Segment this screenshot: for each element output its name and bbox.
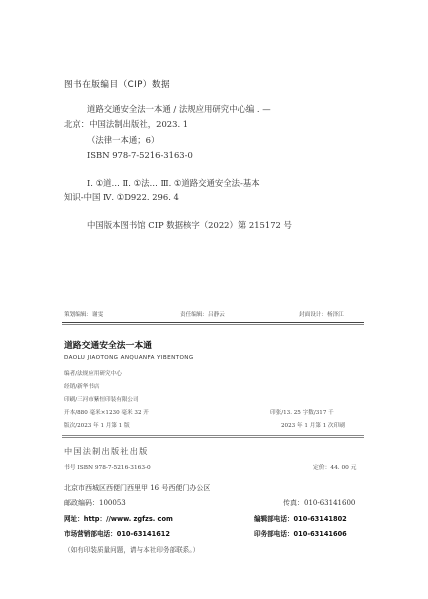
book-title: 道路交通安全法一本通: [64, 341, 152, 351]
divider-top: [62, 322, 364, 323]
cip-class-2: 知识-中国 Ⅳ. ①D922. 296. 4: [64, 192, 179, 202]
edition-line: 版次/2023 年 1 月第 1 版: [64, 423, 130, 429]
print-phone-line: 印务部电话：010-63141606: [254, 530, 347, 538]
divider-top-2: [62, 324, 364, 325]
compiler-line: 编者/法规应用研究中心: [64, 371, 122, 377]
postcode-line: 邮政编码：100053: [64, 499, 126, 507]
printer-line: 印刷/三河市紫恒印装有限公司: [64, 397, 139, 403]
market-phone-line: 市场营销部电话：010-63141612: [64, 530, 170, 538]
footer-note: （如有印装质量问题，请与本社印务部联系。）: [64, 546, 200, 554]
seller-line: 经销/新华书店: [64, 384, 100, 390]
format-line: 开本/880 毫米×1230 毫米 32 开: [64, 410, 149, 416]
designer-credit: 封面设计：杨泽江: [299, 312, 344, 318]
cip-verify: 中国版本图书馆 CIP 数据核字（2022）第 215172 号: [87, 220, 292, 230]
price-line: 定价：44. 00 元: [313, 465, 357, 471]
address-line: 北京市西城区西便门西里甲 16 号西便门办公区: [64, 484, 211, 492]
fax-line: 传真：010-63141600: [283, 499, 356, 507]
publisher-name: 中国法制出版社出版: [64, 446, 149, 456]
website-line: 网址：http：//www. zgfzs. com: [64, 515, 173, 523]
edit-phone-line: 编辑部电话：010-63141802: [254, 515, 347, 523]
editor-credit: 责任编辑：吕静云: [180, 312, 225, 318]
book-pinyin: DAOLU JIAOTONG ANQUANFA YIBENTONG: [64, 355, 194, 361]
cip-heading: 图书在版编目（CIP）数据: [64, 80, 171, 90]
divider-mid-2: [62, 437, 364, 438]
isbn-line: 书号 ISBN 978-7-5216-3163-0: [64, 465, 151, 471]
cip-line-2: 北京：中国法制出版社，2023. 1: [64, 119, 189, 129]
cip-line-1: 道路交通安全法一本通 / 法规应用研究中心编 . —: [87, 104, 271, 114]
planner-credit: 策划编辑：谢雯: [64, 312, 104, 318]
printing-line: 2023 年 1 月第 1 次印刷: [281, 423, 345, 429]
cip-class-1: Ⅰ. ①道… Ⅱ. ①法… Ⅲ. ①道路交通安全法-基本: [87, 178, 260, 188]
cip-line-4: ISBN 978-7-5216-3163-0: [87, 150, 193, 160]
cip-line-3: （法律一本通；6）: [87, 135, 160, 145]
divider-mid: [62, 435, 364, 436]
sheets-line: 印张/13. 25 字数/317 千: [270, 410, 334, 416]
